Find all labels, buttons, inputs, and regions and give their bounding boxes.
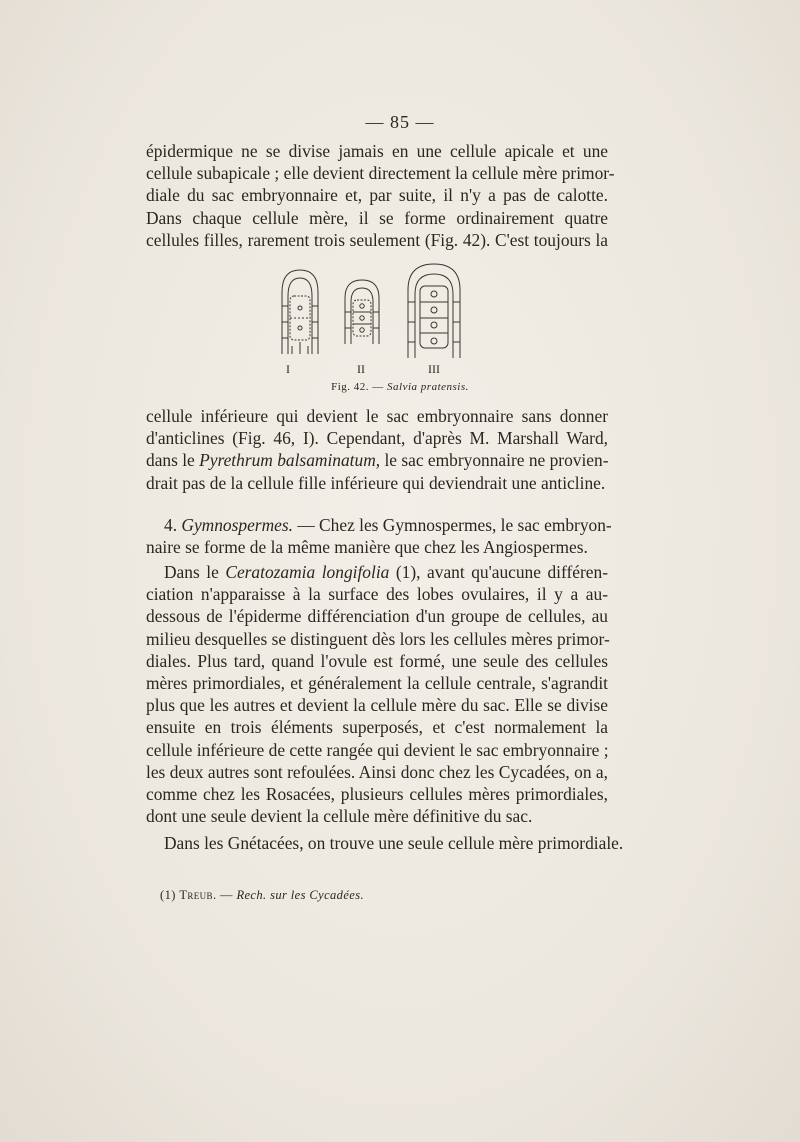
figure-label-i: I (286, 362, 290, 376)
text-span: (1), avant qu'aucune différen- (389, 562, 608, 582)
figure-label-iii: III (428, 362, 440, 376)
text-line: Dans les Gnétacées, on trouve une seule cellule mère primordiale. (164, 833, 624, 853)
figure-42-illustration (270, 262, 470, 372)
text-span: le sac embryonnaire ne provien- (380, 450, 609, 471)
text-line: plus que les autres et devient la cellule mère du sac. Elle se divise (146, 695, 608, 716)
ovule-drawing-i (282, 270, 318, 354)
text-span: dans le (146, 450, 200, 471)
footnote-dash: — (216, 888, 237, 902)
text-line: naire se forme de la même manière que chez les Angiospermes. (146, 537, 588, 558)
text-line: dont une seule devient la cellule mère définitive du sac. (146, 806, 533, 827)
species-name: Ceratozamia longifolia (225, 562, 390, 582)
text-line: cellule subapicale ; elle devient directement la cellule mère primor- (146, 163, 615, 184)
ovule-drawing-iii (408, 264, 460, 358)
figure-caption-species: Salvia pratensis. (387, 381, 469, 393)
ovule-drawing-ii (345, 280, 379, 344)
text-line: comme chez les Rosacées, plusieurs cellules mères primordiales, (146, 784, 608, 805)
paragraph-3 (146, 514, 612, 558)
text-line: cellules filles, rarement trois seulement (Fig. 42). C'est toujours la (146, 229, 608, 250)
text-line: milieu desquelles se distinguent dès lors les cellules mères primor- (146, 628, 610, 649)
text-span: — Chez les Gymnospermes, le sac embryon- (292, 515, 612, 535)
paragraph-2 (146, 405, 608, 494)
section-heading: Gymnospermes. (181, 515, 293, 535)
figure-label-ii: II (357, 362, 365, 376)
page-number: — 85 — (365, 112, 435, 132)
text-line: Dans chaque cellule mère, il se forme ordinairement quatre (146, 207, 608, 228)
figure-caption-prefix: Fig. 42. — (331, 381, 384, 393)
text-line: d'anticlines (Fig. 46, I). Cependant, d'après M. Marshall Ward, (146, 428, 608, 449)
text-line: les deux autres sont refoulées. Ainsi donc chez les Cycadées, on a, (146, 761, 608, 782)
text-line (146, 561, 608, 583)
figure-caption (0, 381, 800, 393)
text-line: cellule inférieure qui devient le sac embryonnaire sans donner (146, 406, 608, 426)
text-line: épidermique ne se divise jamais en une cellule apicale et une (146, 141, 608, 161)
species-name: Pyrethrum balsaminatum, (199, 450, 381, 471)
text-line: diales. Plus tard, quand l'ovule est formé, une seule des cellules (146, 650, 608, 671)
text-span: Dans le (164, 562, 226, 582)
footnote-author: Treub. (179, 888, 217, 902)
section-number: 4. (164, 515, 182, 535)
paragraph-1 (146, 140, 615, 251)
text-line (146, 514, 612, 536)
text-line: dessous de l'épiderme différenciation d'un groupe de cellules, au (146, 606, 608, 627)
text-line: cellule inférieure de cette rangée qui devient le sac embryonnaire ; (146, 739, 609, 760)
text-line: ensuite en trois éléments superposés, et c'est normalement la (146, 717, 608, 738)
footnote-title: Rech. sur les Cycadées. (236, 888, 365, 902)
text-line: drait pas de la cellule fille inférieure qui deviendrait une anticline. (146, 472, 606, 493)
footnote (160, 888, 364, 903)
paragraph-4 (146, 561, 608, 827)
text-line: ciation n'apparaisse à la surface des lobes ovulaires, il y a au- (146, 584, 608, 605)
text-line (146, 449, 608, 471)
footnote-number: (1) (160, 888, 180, 902)
paragraph-5 (146, 832, 624, 854)
text-line: mères primordiales, et généralement la cellule centrale, s'agrandit (146, 673, 608, 694)
text-line: diale du sac embryonnaire et, par suite, il n'y a pas de calotte. (146, 185, 608, 206)
